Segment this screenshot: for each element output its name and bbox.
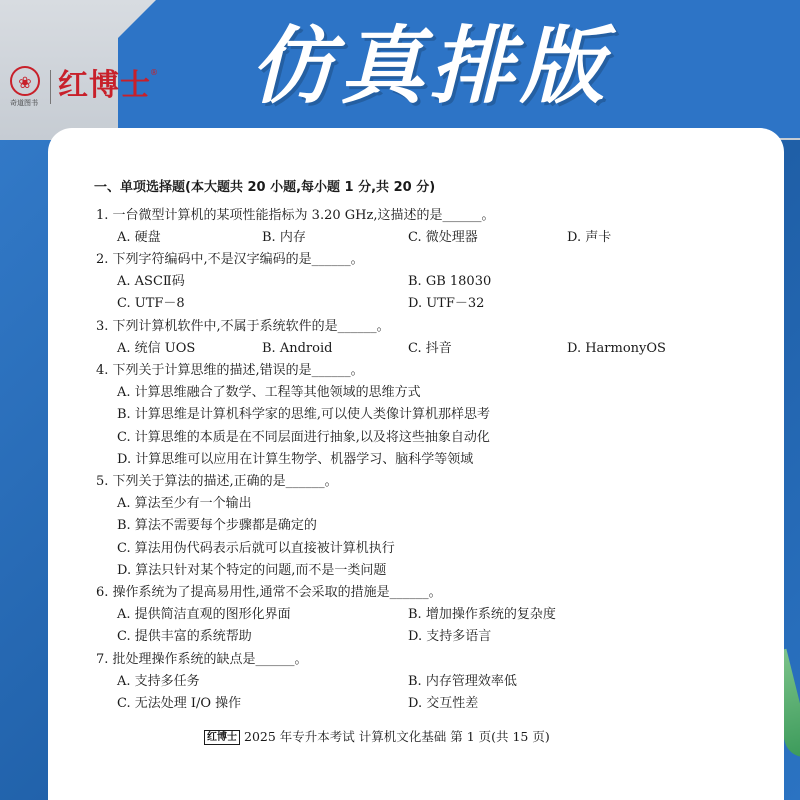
option: B. 算法不需要每个步骤都是确定的 xyxy=(117,518,317,533)
page-footer xyxy=(204,727,550,745)
question-stem: 3. 下列计算机软件中,不属于系统软件的是______。 xyxy=(96,319,390,334)
option: A. 硬盘 xyxy=(117,230,161,245)
brand-logo xyxy=(10,66,160,110)
question-stem: 7. 批处理操作系统的缺点是______。 xyxy=(96,652,308,667)
option: A. ASCⅡ码 xyxy=(117,274,185,289)
question-stem: 1. 一台微型计算机的某项性能指标为 3.20 GHz,这描述的是______。 xyxy=(96,208,495,223)
option: D. 支持多语言 xyxy=(408,629,492,644)
option: C. 提供丰富的系统帮助 xyxy=(117,629,252,644)
option: A. 提供简洁直观的图形化界面 xyxy=(117,607,291,622)
question-stem: 2. 下列字符编码中,不是汉字编码的是______。 xyxy=(96,252,364,267)
option: C. 抖音 xyxy=(408,341,452,356)
option: D. HarmonyOS xyxy=(567,341,666,356)
option: A. 统信 UOS xyxy=(117,341,196,356)
footer-text: 2025 年专升本考试 计算机文化基础 第 1 页(共 15 页) xyxy=(244,729,550,744)
option: B. 内存管理效率低 xyxy=(408,674,517,689)
option: C. 计算思维的本质是在不同层面进行抽象,以及将这些抽象自动化 xyxy=(117,430,490,445)
logo-subtitle: 奇道图书 xyxy=(10,99,38,107)
logo-divider xyxy=(50,70,51,104)
section-title: 一、单项选择题(本大题共 20 小题,每小题 1 分,共 20 分) xyxy=(94,180,436,195)
option: D. 算法只针对某个特定的问题,而不是一类问题 xyxy=(117,563,387,578)
option: B. 增加操作系统的复杂度 xyxy=(408,607,556,622)
option: D. 声卡 xyxy=(567,230,612,245)
option: C. 微处理器 xyxy=(408,230,478,245)
option: D. UTF－32 xyxy=(408,296,485,311)
option: D. 计算思维可以应用在计算生物学、机器学习、脑科学等领域 xyxy=(117,452,474,467)
footer-logo: 红博士 xyxy=(204,730,240,745)
option: A. 算法至少有一个输出 xyxy=(117,496,252,511)
option: C. 无法处理 I/O 操作 xyxy=(117,696,242,711)
banner-title: 仿真排版 xyxy=(250,17,611,115)
option: D. 交互性差 xyxy=(408,696,479,711)
question-stem: 5. 下列关于算法的描述,正确的是______。 xyxy=(96,474,338,489)
logo-emblem-icon: ❀ xyxy=(10,66,40,96)
option: C. UTF－8 xyxy=(117,296,185,311)
question-stem: 4. 下列关于计算思维的描述,错误的是______。 xyxy=(96,363,364,378)
option: B. 计算思维是计算机科学家的思维,可以使人类像计算机那样思考 xyxy=(117,407,490,422)
logo-registered-mark: ® xyxy=(150,68,158,77)
option: A. 计算思维融合了数学、工程等其他领域的思维方式 xyxy=(117,385,421,400)
option: B. Android xyxy=(262,341,333,356)
option: A. 支持多任务 xyxy=(117,674,200,689)
option: C. 算法用伪代码表示后就可以直接被计算机执行 xyxy=(117,541,395,556)
question-stem: 6. 操作系统为了提高易用性,通常不会采取的措施是______。 xyxy=(96,585,442,600)
option: B. GB 18030 xyxy=(408,274,492,289)
logo-brand: 红博士 xyxy=(58,68,151,103)
option: B. 内存 xyxy=(262,230,306,245)
